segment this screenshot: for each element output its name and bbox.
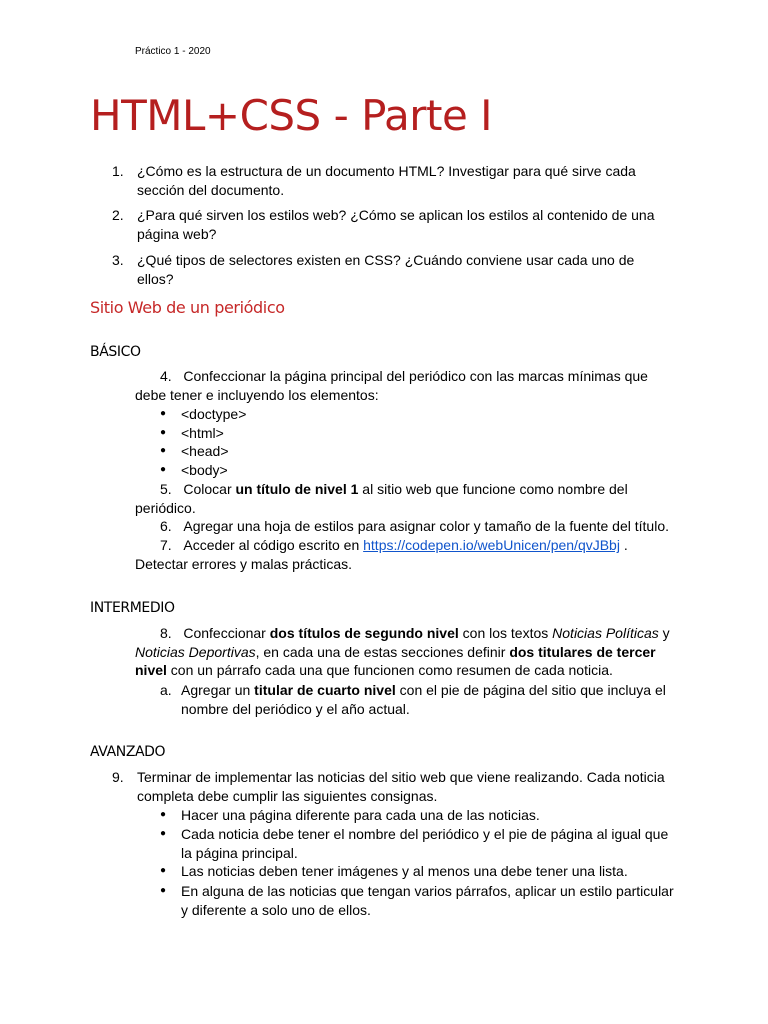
question-1 (112, 162, 672, 199)
question-3 (112, 251, 672, 288)
list-item-text: <body> (181, 462, 228, 478)
page-header: Práctico 1 - 2020 (135, 46, 211, 57)
item-6 (135, 517, 680, 536)
bullet-icon: ● (160, 445, 167, 456)
bullet-icon: ● (160, 809, 167, 820)
item-text: y (658, 625, 670, 641)
list-item (160, 825, 682, 862)
question-number: 3. (112, 252, 124, 268)
level-heading-intermedio: INTERMEDIO (90, 600, 175, 616)
item-number: 6. (160, 518, 172, 534)
item-number: 4. (160, 368, 172, 384)
list-item (160, 442, 680, 461)
list-item-text: Hacer una página diferente para cada una de las noticias. (181, 807, 540, 823)
item-text: con un párrafo cada una que funcionen como resumen de cada noticia. (166, 662, 613, 679)
list-item (160, 806, 682, 825)
question-2 (112, 206, 672, 243)
bullet-icon: ● (160, 865, 167, 876)
list-item-text: <head> (181, 443, 229, 459)
item-text-italic: Noticias Deportivas (135, 643, 256, 660)
item-text: con el pie de página del sitio que incluya el nombre del periódico y el año actual. (181, 682, 666, 717)
item-8 (135, 624, 680, 680)
item-text: Agregar un (181, 682, 255, 698)
list-item (160, 461, 680, 480)
question-text: ¿Qué tipos de selectores existen en CSS? ¿Cuándo conviene usar cada uno de ellos? (137, 252, 635, 287)
item-9 (112, 768, 672, 805)
item-number: 9. (112, 769, 124, 785)
list-item (160, 405, 680, 424)
item-a (160, 681, 680, 718)
list-item-text: <doctype> (181, 406, 247, 422)
codepen-link[interactable]: https://codepen.io/webUnicen/pen/qvJBbj (363, 537, 620, 553)
item-text: Terminar de implementar las noticias del sitio web que viene realizando. Cada noticia completa debe cumplir las siguientes consignas. (137, 769, 665, 804)
item-text: Confeccionar la página principal del periódico con las marcas mínimas que debe tener e incluyendo los elementos: (135, 368, 648, 403)
item-5 (135, 480, 680, 517)
item-text-bold: dos titulares de tercer nivel (135, 643, 656, 679)
question-text: ¿Para qué sirven los estilos web? ¿Cómo se aplican los estilos al contenido de una página web? (137, 207, 655, 242)
question-text: ¿Cómo es la estructura de un documento HTML? Investigar para qué sirve cada sección del documento. (137, 163, 636, 198)
item-number: 8. (160, 625, 172, 641)
bullet-icon: ● (160, 427, 167, 438)
item-text-italic: Noticias Políticas (552, 625, 659, 641)
item-number: 5. (160, 481, 172, 497)
bullet-icon: ● (160, 408, 167, 419)
level-heading-basico: BÁSICO (90, 344, 141, 360)
item-text: Colocar (183, 481, 236, 497)
list-item-text: Las noticias deben tener imágenes y al menos una debe tener una lista. (181, 863, 628, 879)
list-item-text: En alguna de las noticias que tengan varios párrafos, aplicar un estilo particular y diferente a solo uno de ellos. (181, 883, 674, 918)
list-item-text: <html> (181, 425, 224, 441)
list-item (160, 862, 682, 881)
item-text: Confeccionar (183, 625, 270, 641)
list-item (160, 882, 682, 919)
list-item-text: Cada noticia debe tener el nombre del periódico y el pie de página al igual que la página principal. (181, 826, 669, 861)
section-title: Sitio Web de un periódico (90, 298, 285, 317)
item-text-bold: dos títulos de segundo nivel (269, 625, 459, 641)
item-text: Agregar una hoja de estilos para asignar color y tamaño de la fuente del título. (183, 518, 669, 534)
item-number: a. (160, 682, 172, 698)
item-text-bold: un título de nivel 1 (235, 481, 359, 497)
item-text: . Detectar errores y malas prácticas. (135, 537, 628, 572)
item-text: con los textos (458, 625, 553, 641)
item-number: 7. (160, 537, 172, 553)
page-title: HTML+CSS - Parte I (90, 91, 493, 140)
item-4 (135, 367, 680, 404)
bullet-icon: ● (160, 464, 167, 475)
bullet-icon: ● (160, 885, 167, 896)
item-text: , en cada una de estas secciones definir (255, 643, 510, 660)
list-item (160, 424, 680, 443)
item-text: al sitio web que funcione como nombre del periódico. (135, 481, 628, 516)
bullet-icon: ● (160, 828, 167, 839)
question-number: 2. (112, 207, 124, 223)
level-heading-avanzado: AVANZADO (90, 744, 166, 760)
question-number: 1. (112, 163, 124, 179)
item-text: Acceder al código escrito en (183, 537, 364, 553)
item-7 (135, 536, 680, 573)
item-text-bold: titular de cuarto nivel (254, 682, 396, 698)
